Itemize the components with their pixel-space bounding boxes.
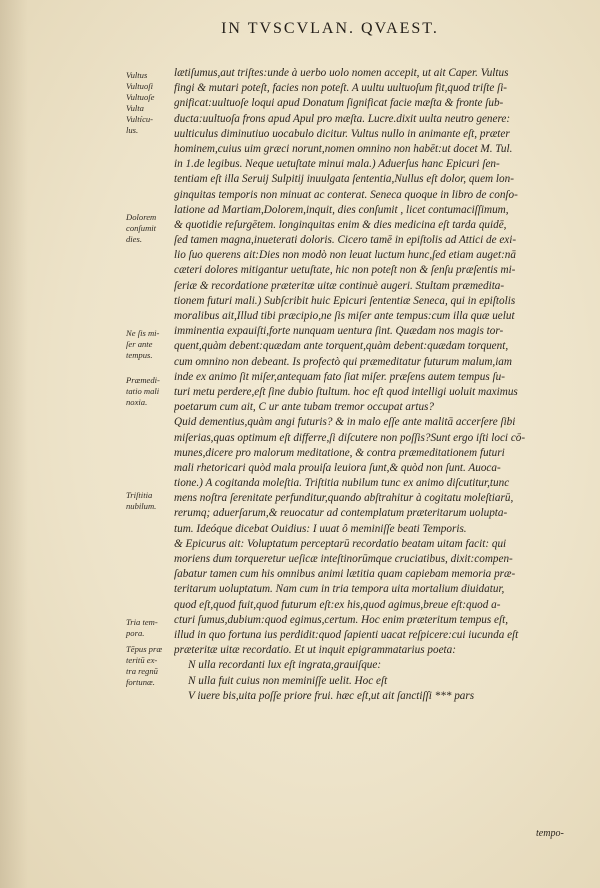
text-line: hominem,cuius uim græci norunt,nomen omnino non habēt:ut docet M. Tul. xyxy=(174,142,513,155)
text-line: ginquitas temporis non minuat ac conterat. Seneca quoque in libro de conſo- xyxy=(174,188,518,201)
text-line: quent,quàm debent:quædam ante torquent,quàm debent:quædam torquent, xyxy=(174,340,509,353)
catchword: tempo- xyxy=(536,828,564,839)
gutter-shadow xyxy=(0,0,28,888)
text-line: munes,dicere pro malorum meditatione, & contra præmeditationem futuri xyxy=(174,446,505,459)
text-line: tentiam eſt illa Seruij Sulpitij inuulgata ſententia,Nullus eſt dolor, quem lon- xyxy=(174,173,514,186)
marginal-line: lus. xyxy=(126,125,139,135)
marginal-line: Dolorem xyxy=(126,212,157,222)
text-line: miſerias,quas optimum eſt differre,ſi diſcutere non poſſis?Sunt ergo iſti loci cō- xyxy=(174,431,526,444)
text-line: gnificat:uultuoſe loqui apud Donatum ſignificat facie mæſta & fronte ſub- xyxy=(174,97,504,110)
verse-line: N ulla fuit cuius non meminiſſe uelit. Hoc eſt xyxy=(188,674,388,687)
text-line: moralibus ait,Illud tibi præcipio,ne ſis miſer ante tempus:cum illa quæ uelut xyxy=(174,310,515,322)
text-line: cum omnino non debeant. Is profectò qui præmeditatur futurum malum,iam xyxy=(174,355,512,368)
marginal-note-vultus xyxy=(126,70,174,136)
text-line: imminentia expauiſti,forte nunquam uentura ſint. Quædam nos magis tor- xyxy=(174,325,504,338)
marginal-line: Vultuoſe xyxy=(126,92,155,102)
text-line: turi metu perdere,eſt ſine dubio ſtultum. hoc eſt quod intelligi uoluit maximus xyxy=(174,385,518,398)
text-line: cæteri dolores mitigantur uetuſtate, hic non poteſt non & ſenſu præſentis mi- xyxy=(174,264,516,277)
marginal-line: nubilum. xyxy=(126,501,157,511)
marginal-line: tempus. xyxy=(126,350,153,360)
marginal-line: Ne ſis mi- xyxy=(126,328,160,338)
text-line: cturi ſumus,dubium:quod egimus,certum. Hoc enim præteritum tempus eſt, xyxy=(174,613,509,626)
text-line: tione.) A cogitanda moleſtia. Triſtitia nubilum tunc ex animo diſcutitur,tunc xyxy=(174,477,510,490)
marginal-line: tatio mali xyxy=(126,386,160,396)
text-line: lætiſumus,aut triſtes:unde à uerbo uolo nomen accepit, ut ait Caper. Vultus xyxy=(174,67,509,79)
text-line: lio ſuo querens ait:Dies non modò non leuat luctum hunc,ſed etiam auget:nā xyxy=(174,249,516,262)
marginal-line: teritū ex- xyxy=(126,655,158,665)
marginal-line: Tēpus præ xyxy=(126,644,163,654)
marginal-line: Vultuoſi xyxy=(126,81,154,91)
marginal-line: Vultícu- xyxy=(126,114,154,124)
verse-line: V iuere bis,uita poſſe priore frui. hæc eſt,ut ait ſanctiſſi *** pars xyxy=(188,689,475,702)
text-line: moriens dum torqueretur ueſicæ inteſtinorūmque cruciatibus, dixit:compen- xyxy=(174,553,513,565)
text-line: teritarum uoluptatum. Nam cum in tria tempora uita mortalium diuidatur, xyxy=(174,583,505,596)
marginal-line: noxia. xyxy=(126,397,148,407)
marginal-note-tria-tempora xyxy=(126,617,174,639)
text-line: poetarum cum ait, C ur ante tubam tremor occupat artus? xyxy=(174,401,434,414)
marginal-line: Tria tem- xyxy=(126,617,158,627)
text-line: & Epicurus ait: Voluptatum perceptarū recordatio beatam uitam facit: qui xyxy=(174,537,507,550)
text-line: latione ad Martiam,Dolorem,inquit, dies conſumit , licet contumaciſſimum, xyxy=(174,203,509,216)
marginal-note-tristitia xyxy=(126,490,174,512)
text-line: rerumq; aduerſarum,& reuocatur ad contemplatum præteritarum uolupta- xyxy=(174,507,508,520)
marginal-line: pora. xyxy=(126,628,145,638)
text-line: mali rhetoricari quòd mala prouiſa leuiora ſunt,& quòd non ſunt. Auoca- xyxy=(174,461,501,474)
text-line: ſabatur tamen cum his omnibus animi lætitia quam capiebam memoria præ- xyxy=(174,568,516,581)
text-line: ducta:uultuoſa frons apud Apul pro mæſta. Lucre.dixit uulta neutro genere: xyxy=(174,112,511,125)
text-line: ſeriæ & recordatione præteritæ uitæ continuè augeri. Stultam præmedita- xyxy=(174,279,505,292)
marginal-line: Vultus xyxy=(126,70,148,80)
text-line: inde ex animo ſit miſer,antequam fato ſiat miſer. præſens autem tempus ſu- xyxy=(174,370,505,383)
marginal-line: Præmedi- xyxy=(126,375,160,385)
running-head: IN TVSCVLAN. QVAEST. xyxy=(221,20,439,37)
text-line: præteritæ uitæ recordatio. Et ut inquit epigrammatarius poeta: xyxy=(174,644,456,657)
text-line: quod eſt,quod fuit,quod futurum eſt:ex his,quod agimus,breue eſt:quod a- xyxy=(174,598,501,611)
text-line: ſed tamen magna,inueterati doloris. Cicero tamē in epiſtolis ad Attici de exi- xyxy=(174,234,517,247)
marginal-line: conſumit xyxy=(126,223,157,233)
text-line: in 1.de legibus. Neque uetuſtate minui mala.) Aduerſus hanc Epicuri ſen- xyxy=(174,158,500,171)
marginal-line: dies. xyxy=(126,234,142,244)
marginal-line: Vulta xyxy=(126,103,144,113)
marginal-line: Triſtitia xyxy=(126,490,153,500)
body-text xyxy=(174,66,576,704)
marginal-line: tra regnū xyxy=(126,666,158,676)
marginal-note-tempus-praeteritum xyxy=(126,644,174,688)
marginal-line: fortunæ. xyxy=(126,677,155,687)
text-line: tum. Ideóque dicebat Ouidius: I uuat ô meminiſſe beati Temporis. xyxy=(174,522,467,535)
text-line: Quid dementius,quàm angi futuris? & in malo eſſe ante malitā accerſere ſibi xyxy=(174,416,516,429)
verse-line: N ulla recordanti lux eſt ingrata,grauiſque: xyxy=(188,659,382,672)
marginal-note-dolorem xyxy=(126,212,174,245)
text-line: uulticulus diminutiuo uocabulo dicitur. Vultus nullo in animante eſt, præter xyxy=(174,127,510,140)
marginal-note-ne-sis-miser xyxy=(126,328,174,361)
text-line: fingi & mutari poteſt, facies non poteſt. A uultu uultuoſum fit,quod triſte ſi- xyxy=(174,82,508,95)
text-line: & quotidie reſurgētem. longinquitas enim & dies medicina eſt tarda quidē, xyxy=(174,218,507,231)
text-line: mens noſtra ſerenitate perfunditur,quando abſtrahitur à cogitatu moleſtiarū, xyxy=(174,492,514,505)
text-line: tionem futuri mali.) Subſcribit huic Epicuri ſententiæ Seneca, qui in epiſtolis xyxy=(174,294,516,307)
text-line: illud in quo fortuna ius perdidit:quod ſapienti uacat reſpicere:cui iucunda eſt xyxy=(174,628,519,641)
marginal-note-praemeditatio xyxy=(126,375,174,408)
marginal-line: ſer ante xyxy=(126,339,153,349)
